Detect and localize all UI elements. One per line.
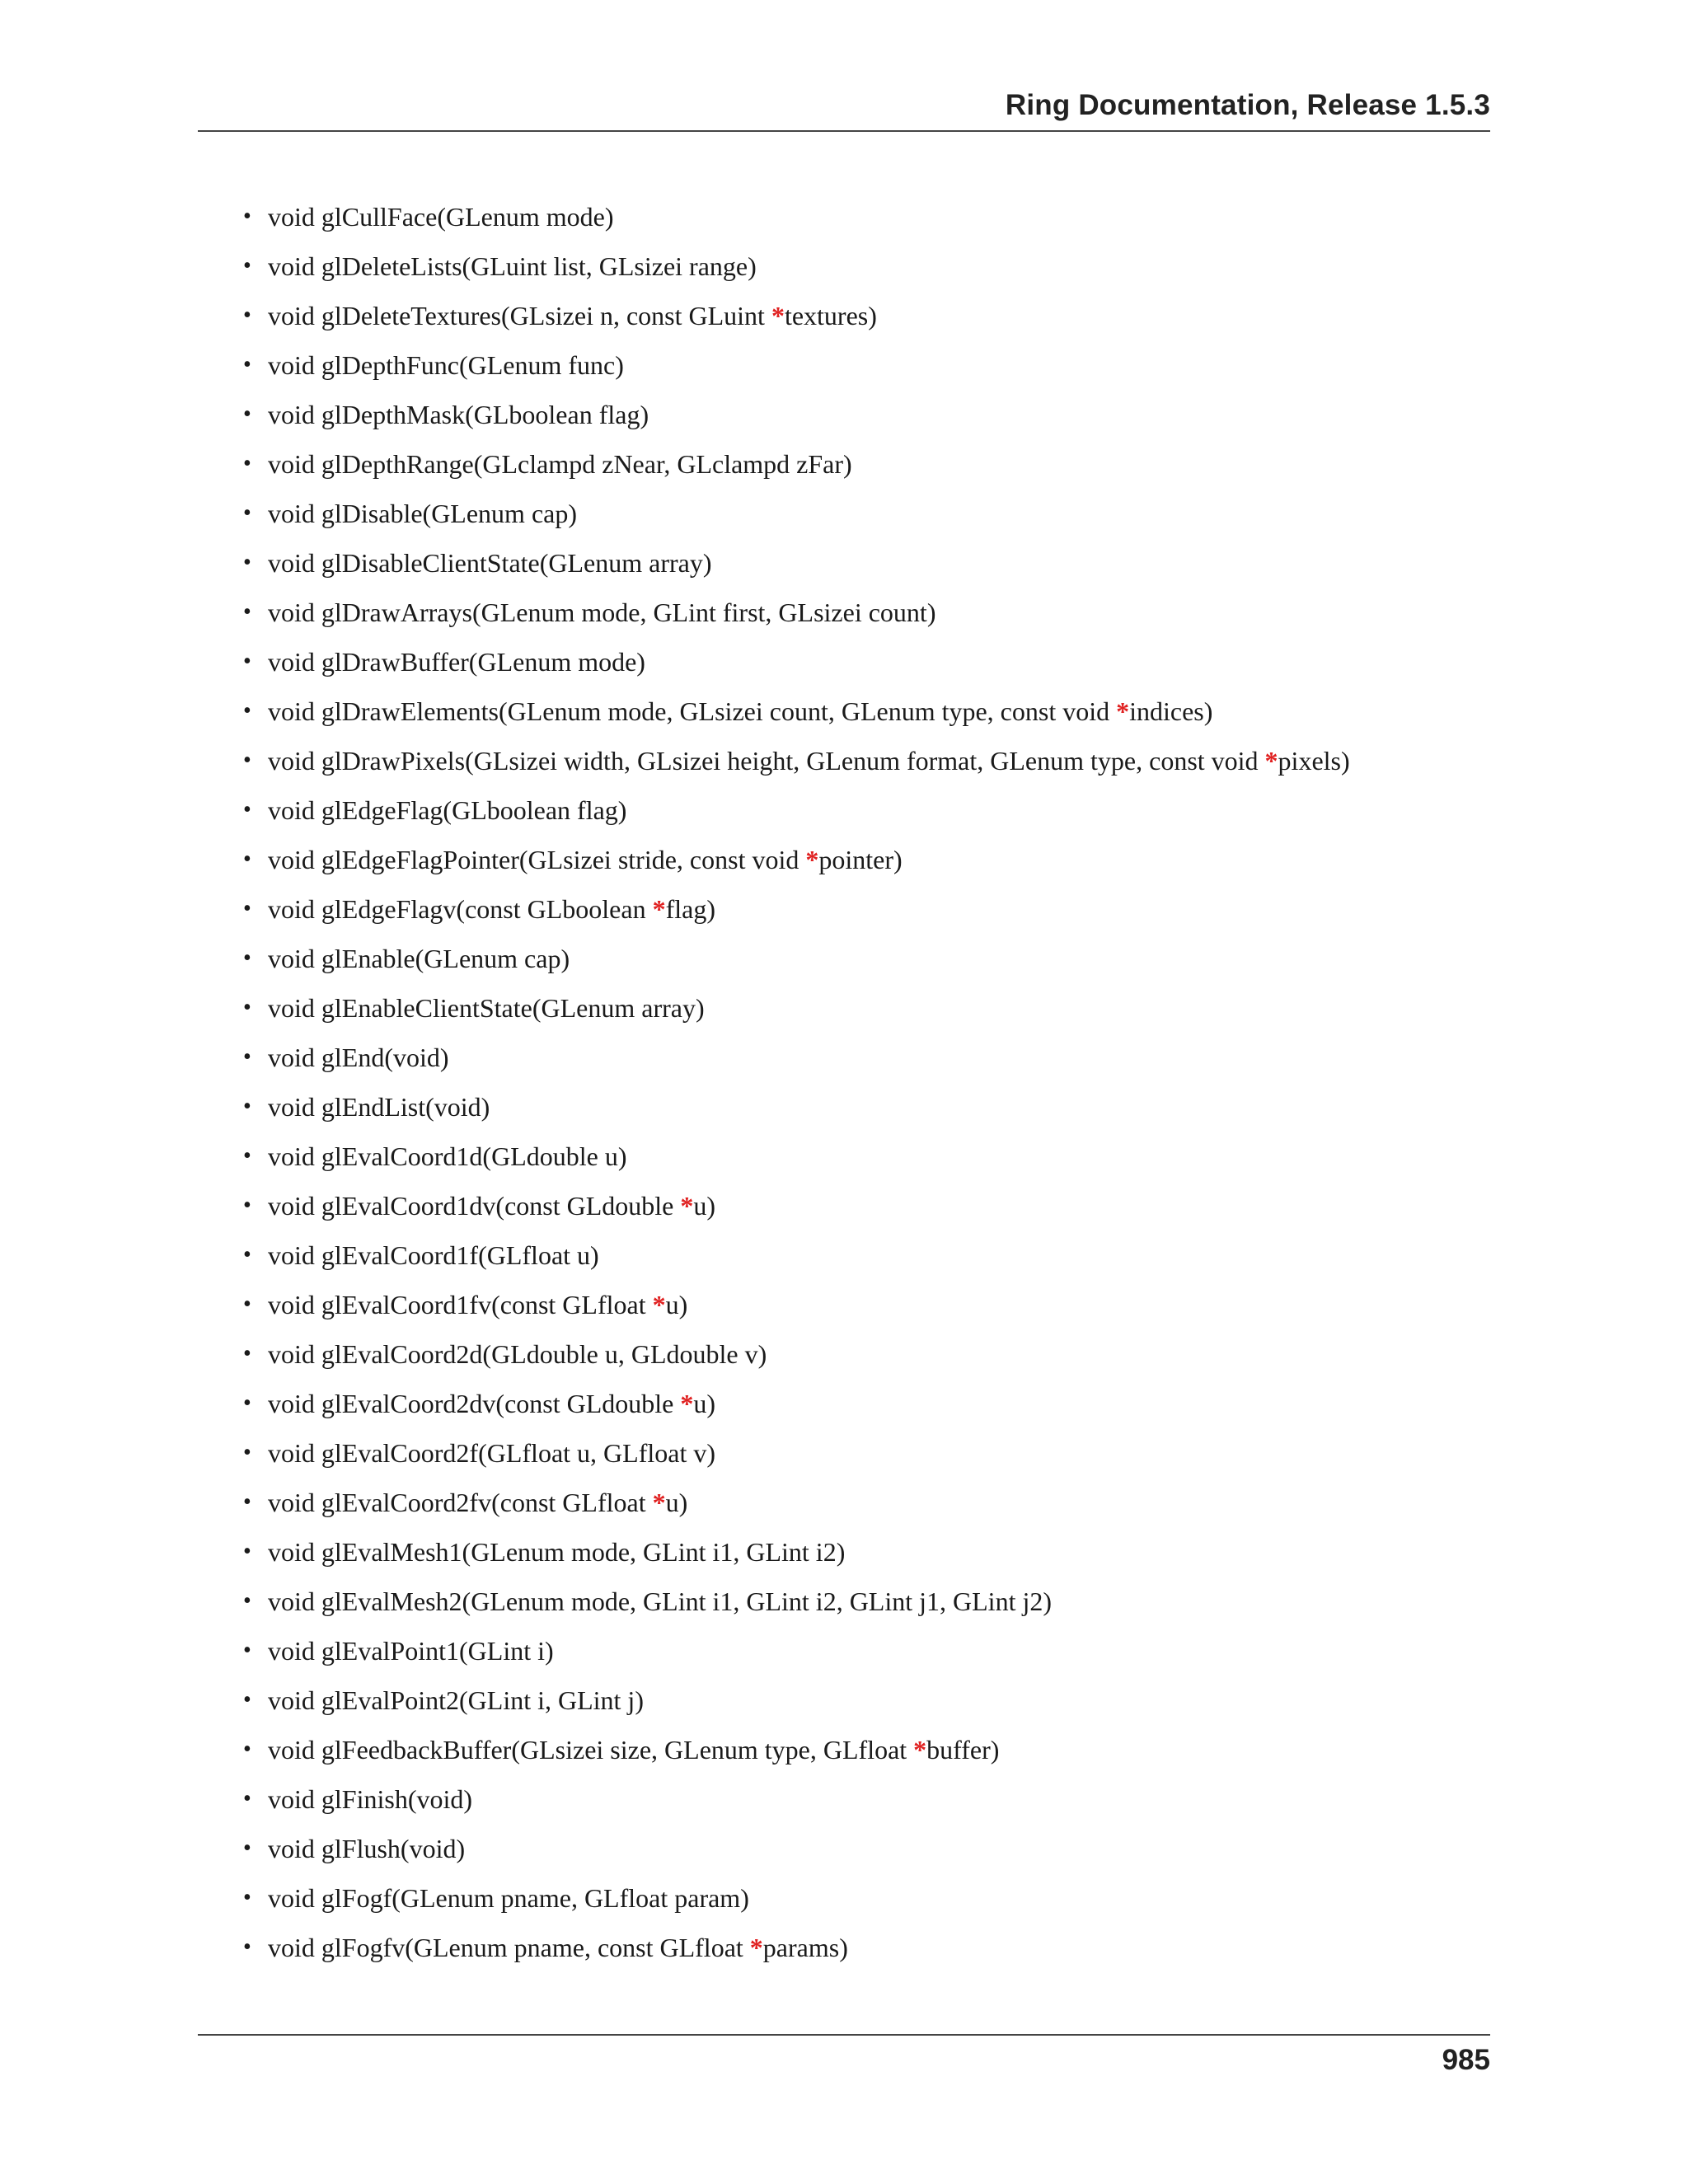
function-signature bbox=[268, 1828, 465, 1869]
signature-text-suffix: params) bbox=[762, 1933, 848, 1962]
function-signature bbox=[268, 1482, 687, 1523]
function-signature bbox=[268, 394, 649, 435]
function-signature bbox=[268, 790, 626, 831]
bullet-icon: • bbox=[243, 1341, 251, 1366]
pointer-star: * bbox=[652, 1488, 666, 1517]
function-signature bbox=[268, 1927, 848, 1968]
bullet-icon: • bbox=[243, 253, 251, 279]
function-signature bbox=[268, 1680, 644, 1721]
pointer-star: * bbox=[680, 1389, 694, 1418]
signature-text: void glEnable(GLenum cap) bbox=[268, 944, 570, 973]
bullet-icon: • bbox=[243, 302, 251, 328]
bullet-icon: • bbox=[243, 500, 251, 526]
signature-text: void glEvalPoint1(GLint i) bbox=[268, 1636, 554, 1666]
bullet-icon: • bbox=[243, 1835, 251, 1861]
signature-text: void glEvalCoord1fv(const GLfloat bbox=[268, 1290, 653, 1319]
signature-text: void glEdgeFlagv(const GLboolean bbox=[268, 894, 653, 924]
function-signature bbox=[268, 196, 613, 237]
bullet-icon: • bbox=[243, 698, 251, 724]
signature-text: void glEvalCoord1d(GLdouble u) bbox=[268, 1141, 627, 1171]
signature-text: void glDrawElements(GLenum mode, GLsizei count, GLenum type, const void bbox=[268, 696, 1117, 726]
signature-text: void glEvalCoord2fv(const GLfloat bbox=[268, 1488, 653, 1517]
bullet-icon: • bbox=[243, 995, 251, 1020]
function-signature bbox=[268, 1630, 554, 1671]
function-signature bbox=[268, 443, 852, 485]
signature-text: void glDrawPixels(GLsizei width, GLsizei height, GLenum format, GLenum type, const void bbox=[268, 746, 1265, 776]
signature-text: void glDepthFunc(GLenum func) bbox=[268, 350, 624, 380]
signature-text-suffix: u) bbox=[693, 1389, 716, 1418]
signature-text: void glEdgeFlagPointer(GLsizei stride, const void bbox=[268, 845, 806, 874]
bullet-icon: • bbox=[243, 550, 251, 575]
signature-text: void glFlush(void) bbox=[268, 1834, 466, 1863]
bullet-icon: • bbox=[243, 1044, 251, 1070]
signature-text: void glDepthMask(GLboolean flag) bbox=[268, 400, 649, 429]
signature-text: void glDepthRange(GLclampd zNear, GLclampd zFar) bbox=[268, 449, 852, 479]
function-signature bbox=[268, 1383, 715, 1424]
signature-text: void glFogfv(GLenum pname, const GLfloat bbox=[268, 1933, 750, 1962]
signature-text: void glFogf(GLenum pname, GLfloat param) bbox=[268, 1883, 749, 1913]
function-signature bbox=[268, 493, 577, 534]
bullet-icon: • bbox=[243, 1687, 251, 1713]
bullet-icon: • bbox=[243, 1588, 251, 1614]
signature-text: void glDrawArrays(GLenum mode, GLint first, GLsizei count) bbox=[268, 598, 936, 627]
bullet-icon: • bbox=[243, 1094, 251, 1119]
document-title: Ring Documentation, Release 1.5.3 bbox=[1005, 89, 1490, 121]
function-signature bbox=[268, 1779, 472, 1820]
signature-text: void glEndList(void) bbox=[268, 1092, 490, 1122]
function-signature bbox=[268, 987, 705, 1029]
function-signature bbox=[268, 938, 570, 979]
bullet-icon: • bbox=[243, 1638, 251, 1663]
bullet-icon: • bbox=[243, 1143, 251, 1169]
signature-text: void glFinish(void) bbox=[268, 1784, 473, 1814]
pointer-star: * bbox=[652, 1290, 666, 1319]
signature-text: void glEnd(void) bbox=[268, 1043, 449, 1072]
bullet-icon: • bbox=[243, 945, 251, 971]
pointer-star: * bbox=[913, 1735, 927, 1765]
function-signature bbox=[268, 888, 715, 930]
function-signature bbox=[268, 1333, 767, 1375]
function-signature bbox=[268, 641, 645, 682]
function-signature bbox=[268, 592, 935, 633]
function-signature bbox=[268, 839, 903, 880]
signature-text: void glEvalCoord2d(GLdouble u, GLdouble v) bbox=[268, 1339, 767, 1369]
function-signature bbox=[268, 542, 712, 583]
pointer-star: * bbox=[805, 845, 819, 874]
bullet-icon: • bbox=[243, 748, 251, 773]
signature-text: void glDisableClientState(GLenum array) bbox=[268, 548, 712, 578]
bullet-icon: • bbox=[243, 1193, 251, 1218]
signature-text: void glEnableClientState(GLenum array) bbox=[268, 993, 705, 1023]
function-signature bbox=[268, 691, 1212, 732]
signature-text: void glDrawBuffer(GLenum mode) bbox=[268, 647, 645, 677]
signature-text-suffix: u) bbox=[693, 1191, 716, 1221]
signature-text-suffix: textures) bbox=[784, 301, 877, 330]
function-signature bbox=[268, 1037, 449, 1078]
signature-text: void glEvalCoord1dv(const GLdouble bbox=[268, 1191, 681, 1221]
bullet-icon: • bbox=[243, 352, 251, 377]
function-signature bbox=[268, 1877, 749, 1919]
signature-text: void glDeleteTextures(GLsizei n, const GLuint bbox=[268, 301, 771, 330]
signature-text-suffix: u) bbox=[665, 1290, 688, 1319]
bullet-icon: • bbox=[243, 1390, 251, 1416]
bullet-icon: • bbox=[243, 599, 251, 625]
signature-text: void glDisable(GLenum cap) bbox=[268, 499, 577, 528]
pointer-star: * bbox=[749, 1933, 763, 1962]
bullet-icon: • bbox=[243, 401, 251, 427]
signature-text-suffix: buffer) bbox=[926, 1735, 1000, 1765]
signature-text: void glEvalCoord1f(GLfloat u) bbox=[268, 1240, 599, 1270]
bullet-icon: • bbox=[243, 1539, 251, 1564]
signature-text: void glEvalMesh1(GLenum mode, GLint i1, GLint i2) bbox=[268, 1537, 846, 1567]
signature-text: void glFeedbackBuffer(GLsizei size, GLenum type, GLfloat bbox=[268, 1735, 914, 1765]
bullet-icon: • bbox=[243, 1885, 251, 1910]
function-signature bbox=[268, 1284, 687, 1325]
function-signature bbox=[268, 1729, 999, 1770]
function-signature bbox=[268, 295, 877, 336]
signature-text-suffix: pointer) bbox=[818, 845, 903, 874]
page-header bbox=[198, 89, 1490, 132]
function-signature bbox=[268, 1432, 715, 1474]
signature-text-suffix: u) bbox=[665, 1488, 688, 1517]
signature-text: void glEvalPoint2(GLint i, GLint j) bbox=[268, 1685, 644, 1715]
bullet-icon: • bbox=[243, 797, 251, 823]
bullet-icon: • bbox=[243, 1291, 251, 1317]
pointer-star: * bbox=[1116, 696, 1130, 726]
signature-text: void glEvalCoord2f(GLfloat u, GLfloat v) bbox=[268, 1438, 715, 1468]
function-signature bbox=[268, 1136, 626, 1177]
signature-text: void glCullFace(GLenum mode) bbox=[268, 202, 614, 232]
function-signature bbox=[268, 1531, 845, 1572]
function-signature bbox=[268, 344, 624, 386]
pointer-star: * bbox=[1264, 746, 1278, 776]
page-footer bbox=[198, 2034, 1490, 2076]
pointer-star: * bbox=[771, 301, 785, 330]
bullet-icon: • bbox=[243, 1242, 251, 1268]
pointer-star: * bbox=[680, 1191, 694, 1221]
signature-text: void glEvalMesh2(GLenum mode, GLint i1, GLint i2, GLint j1, GLint j2) bbox=[268, 1586, 1052, 1616]
bullet-icon: • bbox=[243, 1736, 251, 1762]
signature-text: void glEdgeFlag(GLboolean flag) bbox=[268, 795, 627, 825]
signature-text-suffix: indices) bbox=[1129, 696, 1213, 726]
bullet-icon: • bbox=[243, 1489, 251, 1515]
function-signature bbox=[268, 246, 757, 287]
signature-text-suffix: flag) bbox=[665, 894, 715, 924]
bullet-icon: • bbox=[243, 846, 251, 872]
pointer-star: * bbox=[652, 894, 666, 924]
signature-text-suffix: pixels) bbox=[1278, 746, 1350, 776]
signature-text: void glEvalCoord2dv(const GLdouble bbox=[268, 1389, 681, 1418]
bullet-icon: • bbox=[243, 1934, 251, 1960]
bullet-icon: • bbox=[243, 649, 251, 674]
bullet-icon: • bbox=[243, 1440, 251, 1465]
function-signature bbox=[268, 740, 1350, 781]
bullet-icon: • bbox=[243, 1786, 251, 1811]
bullet-icon: • bbox=[243, 204, 251, 229]
signature-text: void glDeleteLists(GLuint list, GLsizei range) bbox=[268, 251, 757, 281]
function-signature bbox=[268, 1086, 490, 1127]
function-signature bbox=[268, 1581, 1052, 1622]
function-signature bbox=[268, 1235, 599, 1276]
function-signature bbox=[268, 1185, 715, 1226]
page-number: 985 bbox=[1442, 2044, 1490, 2076]
bullet-icon: • bbox=[243, 896, 251, 921]
bullet-icon: • bbox=[243, 451, 251, 476]
